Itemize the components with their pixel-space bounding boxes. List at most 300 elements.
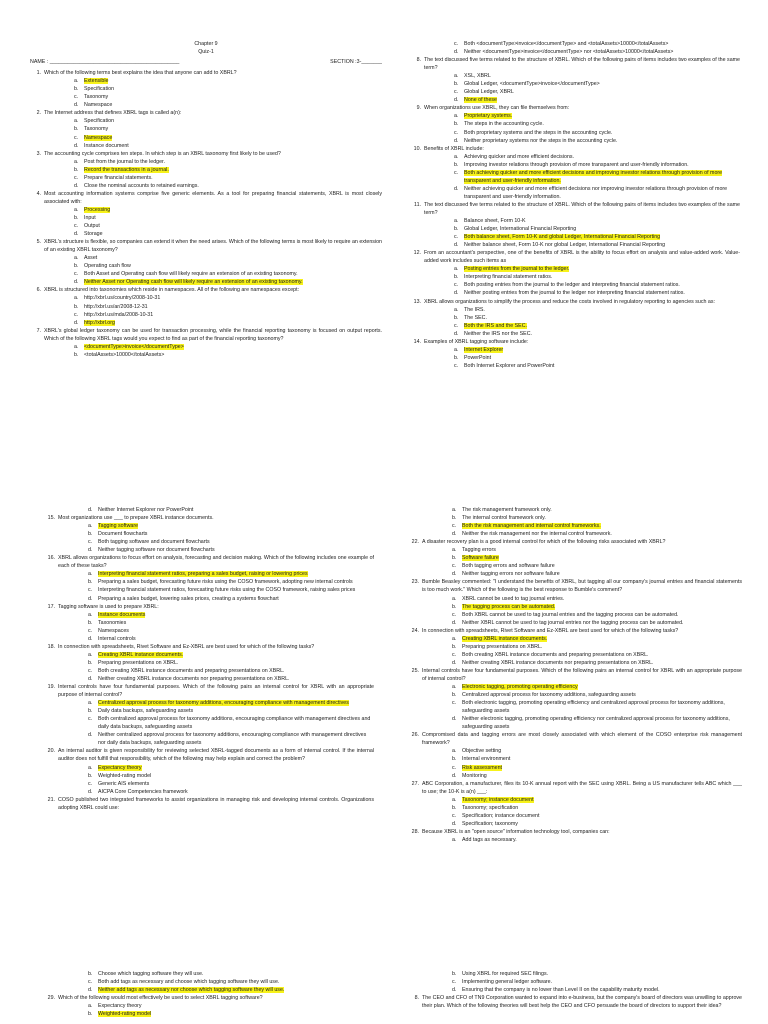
option-text: Add tags as necessary.: [462, 836, 517, 843]
highlighted-answer: <documentType>invoice</documentType>: [84, 343, 184, 350]
option-text: Centralized approval process for taxonomy additions, safeguarding assets: [462, 692, 636, 699]
answer-option: [44, 530, 374, 538]
option-text: Internal environment: [462, 756, 511, 763]
question: [44, 683, 374, 699]
highlighted-answer: Creating XBRL instance documents.: [462, 635, 548, 642]
answer-option: [44, 651, 374, 659]
answer-option: [30, 77, 382, 85]
answer-option: [30, 230, 382, 238]
option-text: Neither tagging software nor document flowcharts: [98, 547, 215, 554]
highlighted-answer: Creating XBRL instance documents.: [98, 651, 184, 658]
option-letter: d.: [74, 102, 79, 109]
answer-option: [44, 667, 374, 675]
question: [30, 238, 382, 254]
answer-option: [410, 322, 740, 330]
answer-option: [408, 699, 742, 715]
answer-option: [410, 273, 740, 281]
answer-option: [44, 659, 374, 667]
option-letter: b.: [74, 351, 79, 358]
question: [410, 249, 740, 265]
option-letter: b.: [452, 515, 457, 522]
option-letter: b.: [452, 692, 457, 699]
option-letter: c.: [454, 282, 459, 289]
answer-option: [410, 233, 740, 241]
answer-option: [44, 611, 374, 619]
question: [408, 994, 742, 1010]
option-letter: a.: [88, 1003, 93, 1010]
option-letter: d.: [454, 242, 459, 249]
option-text: Neither creating XBRL instance documents nor preparing presentations on XBRL.: [98, 675, 290, 682]
answer-option: [410, 48, 740, 56]
answer-option: [44, 595, 374, 603]
option-letter: a.: [74, 78, 79, 85]
option-letter: c.: [454, 169, 459, 176]
question-text: XBRL's global ledger taxonomy can be used for transaction processing, while the financial reporting taxonomy is focused on output reports. Which of the following XBRL tags would you expect to find as part of the financial reporting taxonomy?: [44, 327, 382, 342]
answer-option: [410, 40, 740, 48]
question-text: Most accounting information systems comprise five generic elements. As a tool for preparing financial statements, XBRL is most closely associated with:: [44, 190, 382, 205]
highlighted-answer: Processing: [84, 206, 111, 213]
option-letter: a.: [452, 635, 457, 642]
option-text: Namespaces: [98, 627, 129, 634]
answer-option: [408, 635, 742, 643]
option-letter: a.: [454, 153, 459, 160]
question-number: 12.: [413, 250, 421, 257]
answer-option: [410, 225, 740, 233]
answer-option: [410, 72, 740, 80]
option-text: Objective setting: [462, 748, 502, 755]
option-letter: b.: [454, 354, 459, 361]
answer-option: [44, 970, 374, 978]
highlighted-answer: Electronic tagging, promoting operating efficiency: [462, 684, 578, 691]
option-letter: a.: [454, 306, 459, 313]
option-letter: a.: [454, 113, 459, 120]
highlighted-answer: Neither Asset nor Operating cash flow will likely require an extension of an existing taxonomy.: [84, 279, 303, 286]
question-text: The accounting cycle comprises ten steps. In which step is an XBRL taxonomy first likely to be used?: [44, 150, 281, 157]
question: [44, 994, 374, 1002]
option-text: Monitoring: [462, 772, 487, 779]
option-text: Neither <documentType>invoice</documentType> nor <totalAssets>10000</totalAssets>: [464, 49, 674, 56]
answer-option: [408, 595, 742, 603]
question-number: 2.: [36, 110, 41, 117]
question-text: Most organizations use ___ to prepare XBRL instance documents.: [58, 515, 214, 522]
option-text: Choose which tagging software they will use.: [98, 971, 204, 977]
answer-option: [30, 93, 382, 101]
option-text: Internal controls: [98, 635, 136, 642]
question-text: XBRL allows organizations to simplify the process and reduce the costs involved in regulatory reporting to agencies such as:: [424, 298, 715, 305]
section-field-label: SECTION :3-_______: [330, 59, 382, 66]
option-text: Both posting entries from the journal to the ledger and interpreting financial statement ratios.: [464, 282, 680, 289]
highlighted-answer: Both balance sheet, Form 10-K and global Ledger, International Financial Reporting: [464, 234, 661, 241]
answer-option: [30, 262, 382, 270]
option-letter: b.: [74, 166, 79, 173]
option-text: Specification: [84, 86, 115, 93]
answer-option: [410, 217, 740, 225]
highlighted-answer: http://xbrl.org: [84, 319, 115, 326]
question-list: [408, 506, 742, 844]
option-text: Balance sheet, Form 10-K: [464, 218, 526, 225]
option-text: Improving investor relations through provision of more transparent and user-friendly information.: [464, 161, 689, 168]
answer-option: [44, 772, 374, 780]
answer-option: [410, 330, 740, 338]
answer-option: [408, 683, 742, 691]
answer-option: [30, 351, 382, 359]
highlighted-answer: Posting entries from the journal to the ledger.: [464, 266, 570, 273]
question-text: XBRL allows organizations to focus effort on analysis, forecasting and decision making. Which of the following includes one example of each of these tasks?: [58, 555, 374, 570]
answer-option: [44, 578, 374, 586]
answer-option: [30, 85, 382, 93]
option-letter: b.: [454, 161, 459, 168]
answer-option: [410, 281, 740, 289]
option-letter: b.: [452, 643, 457, 650]
option-text: Both proprietary systems and the steps in the accounting cycle.: [464, 129, 613, 136]
answer-option: [408, 970, 742, 978]
answer-option: [30, 206, 382, 214]
option-text: http://xbrl.us/country/2008-10-31: [84, 295, 161, 302]
question-text: Which of the following would most effectively be used to select XBRL tagging software?: [58, 995, 263, 1002]
answer-option: [410, 241, 740, 249]
option-text: Neither tagging errors nor software failure: [462, 571, 560, 578]
option-text: Close the nominal accounts to retained earnings.: [84, 182, 199, 189]
option-text: Specification: [84, 118, 115, 125]
question-text: ABC Corporation, a manufacturer, files its 10-K annual report with the SEC using XBRL. Being a US manufacturer tells ABC which ___ to use; the 10-K is a(n) ___:: [422, 780, 742, 795]
answer-option: [408, 986, 742, 994]
option-letter: a.: [88, 700, 93, 707]
option-text: Specification; instance document: [462, 812, 540, 819]
option-letter: c.: [74, 174, 79, 181]
option-letter: d.: [88, 507, 93, 513]
option-text: Both centralized approval process for taxonomy additions, encouraging compliance with management directives and daily data backups, safeguarding assets: [98, 716, 371, 731]
question: [44, 514, 374, 522]
answer-option: [410, 362, 740, 370]
answer-option: [44, 731, 374, 747]
question-number: 22.: [411, 539, 419, 546]
option-text: Interpreting financial statement ratios.: [464, 274, 553, 281]
option-letter: d.: [452, 571, 457, 578]
page1-left: [30, 40, 382, 500]
question-number: 13.: [413, 298, 421, 305]
answer-option: [408, 820, 742, 828]
answer-option: [408, 611, 742, 619]
question-text: Which of the following terms best explains the idea that anyone can add to XBRL?: [44, 70, 237, 77]
question: [44, 747, 374, 763]
option-text: Daily data backups, safeguarding assets: [98, 708, 194, 715]
answer-option: [408, 619, 742, 627]
question-number: 6.: [36, 287, 41, 294]
highlighted-answer: None of these: [464, 97, 497, 104]
answer-option: [30, 174, 382, 182]
answer-option: [30, 214, 382, 222]
option-letter: b.: [88, 772, 93, 779]
option-letter: a.: [88, 651, 93, 658]
question-number: 11.: [414, 201, 421, 208]
answer-option: [410, 346, 740, 354]
option-letter: c.: [452, 700, 457, 707]
answer-option: [410, 112, 740, 120]
question-number: 24.: [411, 627, 419, 634]
option-letter: b.: [74, 303, 79, 310]
answer-option: [408, 530, 742, 538]
question-text: Because XBRL is an "open source" information technology tool, companies can:: [422, 828, 610, 835]
question: [44, 603, 374, 611]
option-text: Namespace: [84, 102, 113, 109]
page3-right: [408, 970, 742, 1024]
option-letter: d.: [454, 97, 459, 104]
option-letter: b.: [454, 81, 459, 88]
option-letter: a.: [88, 611, 93, 618]
question: [410, 56, 740, 72]
answer-option: [410, 161, 740, 169]
question-text: Internal controls have four fundamental purposes. Which of the following pairs an internal control for XBRL with an appropriate purpose of internal control?: [58, 684, 374, 699]
option-text: Neither the IRS nor the SEC.: [464, 330, 533, 337]
option-text: Neither posting entries from the journal to the ledger nor interpreting financial statement ratios.: [464, 290, 685, 297]
option-text: Achieving quicker and more efficient decisions.: [464, 153, 575, 160]
answer-option: [410, 265, 740, 273]
question-list: [30, 69, 382, 359]
question: [410, 201, 740, 217]
question-text: The text discussed five terms related to the structure of XBRL. Which of the following pairs of items includes two examples of the same term?: [424, 57, 740, 72]
question-text: The text discussed five terms related to the structure of XBRL. Which of the following pairs of items includes two examples of the same term?: [424, 201, 740, 216]
answer-option: [44, 570, 374, 578]
option-letter: d.: [88, 595, 93, 602]
option-letter: c.: [74, 94, 79, 101]
option-letter: c.: [452, 651, 457, 658]
answer-option: [410, 96, 740, 104]
answer-option: [30, 254, 382, 262]
answer-option: [408, 514, 742, 522]
answer-option: [408, 691, 742, 699]
option-letter: a.: [452, 836, 457, 843]
option-text: Both Internet Explorer and PowerPoint: [464, 362, 555, 369]
option-letter: c.: [454, 322, 459, 329]
option-text: Global Ledger, <documentType>invoice</documentType>: [464, 81, 600, 88]
question-list: [408, 970, 742, 1010]
question-number: 1.: [36, 70, 41, 77]
option-text: Both <documentType>invoice</documentType> and <totalAssets>10000</totalAssets>: [464, 41, 669, 47]
option-letter: d.: [74, 231, 79, 238]
answer-option: [30, 101, 382, 109]
option-letter: b.: [452, 603, 457, 610]
chapter-title: Chapter 9: [194, 41, 218, 47]
option-letter: a.: [452, 796, 457, 803]
option-letter: b.: [452, 971, 457, 977]
option-letter: d.: [454, 137, 459, 144]
option-letter: a.: [454, 346, 459, 353]
answer-option: [44, 764, 374, 772]
option-text: Neither balance sheet, Form 10-K nor global Ledger, International Financial Reporting: [464, 242, 666, 249]
answer-option: [44, 715, 374, 731]
question-list: [44, 970, 374, 1018]
question: [410, 145, 740, 153]
question: [408, 828, 742, 836]
name-section-row: [30, 58, 382, 66]
option-text: Both add tags as necessary and choose which tagging software they will use.: [98, 979, 280, 986]
option-text: Both tagging errors and software failure: [462, 563, 555, 570]
option-letter: d.: [452, 820, 457, 827]
highlighted-answer: Expectancy theory: [98, 764, 142, 771]
option-letter: d.: [452, 716, 457, 723]
option-letter: b.: [452, 555, 457, 562]
option-letter: c.: [74, 271, 79, 278]
option-letter: b.: [88, 579, 93, 586]
highlighted-answer: Namespace: [84, 134, 113, 141]
question-text: Internal controls have four fundamental purposes. Which of the following pairs an internal control for XBRL with an appropriate purpose of internal control?: [422, 667, 742, 682]
question: [30, 190, 382, 206]
answer-option: [410, 185, 740, 201]
option-text: Preparing a sales budget, lowering sales prices, creating a systems flowchart: [98, 595, 279, 602]
answer-option: [44, 522, 374, 530]
highlighted-answer: Risk assessment: [462, 764, 503, 771]
highlighted-answer: Extensible: [84, 78, 109, 85]
answer-option: [408, 764, 742, 772]
option-text: Instance document: [84, 142, 129, 149]
option-letter: c.: [454, 89, 459, 96]
option-text: Taxonomy: [84, 126, 109, 133]
option-letter: b.: [454, 314, 459, 321]
option-text: Both XBRL cannot be used to tag journal entries and the tagging process can be automated.: [462, 611, 679, 618]
option-text: Global Ledger, XBRL: [464, 89, 514, 96]
option-letter: c.: [88, 780, 93, 787]
option-letter: c.: [454, 129, 459, 136]
question-number: 23.: [411, 579, 419, 586]
question: [30, 286, 382, 294]
answer-option: [408, 836, 742, 844]
answer-option: [408, 546, 742, 554]
option-text: Taxonomy: [84, 94, 109, 101]
option-letter: b.: [74, 126, 79, 133]
answer-option: [30, 134, 382, 142]
question: [408, 667, 742, 683]
question-text: In connection with spreadsheets, Rivet Software and Ez-XBRL are best used for which of the following tasks?: [58, 643, 315, 650]
option-letter: b.: [88, 659, 93, 666]
question-number: 29.: [47, 995, 55, 1002]
answer-option: [410, 129, 740, 137]
option-letter: c.: [88, 979, 93, 986]
option-text: Both electronic tagging, promoting operating efficiency and centralized approval process for taxonomy additions, safeguarding assets: [462, 700, 725, 715]
answer-option: [30, 125, 382, 133]
answer-option: [410, 137, 740, 145]
answer-option: [30, 270, 382, 278]
answer-option: [408, 978, 742, 986]
option-text: Output: [84, 223, 100, 230]
option-letter: d.: [452, 987, 457, 994]
option-letter: b.: [88, 1011, 93, 1018]
question-number: 19.: [47, 684, 55, 691]
option-letter: d.: [88, 635, 93, 642]
option-text: Ensuring that the company is no lower than Level II on the capability maturity model.: [462, 987, 660, 994]
answer-option: [44, 627, 374, 635]
option-letter: d.: [452, 772, 457, 779]
question-number: 16.: [47, 555, 55, 562]
option-text: The internal control framework only.: [462, 515, 546, 522]
option-letter: a.: [74, 295, 79, 302]
question-text: In connection with spreadsheets, Rivet Software and Ez-XBRL are best used for which of the following tasks?: [422, 627, 679, 634]
answer-option: [30, 303, 382, 311]
answer-option: [410, 169, 740, 185]
question: [410, 104, 740, 112]
answer-option: [410, 314, 740, 322]
answer-option: [44, 538, 374, 546]
highlighted-answer: The tagging process can be automated.: [462, 603, 556, 610]
answer-option: [408, 522, 742, 530]
question-number: 4.: [36, 190, 41, 197]
highlighted-answer: Both the risk management and internal control frameworks.: [462, 523, 601, 530]
answer-option: [44, 978, 374, 986]
answer-option: [44, 699, 374, 707]
option-text: Input: [84, 214, 96, 221]
highlighted-answer: Neither add tags as necessary nor choose which tagging software they will use.: [98, 987, 285, 994]
highlighted-answer: Both the IRS and the SEC.: [464, 322, 528, 329]
question: [30, 109, 382, 117]
option-letter: d.: [74, 319, 79, 326]
option-text: XBRL cannot be used to tag journal entries.: [462, 595, 565, 602]
option-letter: b.: [454, 274, 459, 281]
question: [408, 731, 742, 747]
option-letter: a.: [454, 218, 459, 225]
option-letter: b.: [454, 226, 459, 233]
question: [408, 538, 742, 546]
highlighted-answer: Internet Explorer: [464, 346, 504, 353]
option-letter: a.: [74, 158, 79, 165]
page3-left: [44, 970, 374, 1024]
option-text: Prepare financial statements.: [84, 174, 153, 181]
option-text: Neither Internet Explorer nor PowerPoint: [98, 507, 194, 513]
option-text: AICPA Core Competencies framework: [98, 788, 188, 795]
question-text: Compromised data and tagging errors are most closely associated with which element of the COSO enterprise risk management framework?: [422, 732, 742, 747]
option-letter: c.: [88, 716, 93, 723]
option-letter: d.: [88, 547, 93, 554]
option-letter: c.: [88, 539, 93, 546]
option-text: Asset: [84, 255, 98, 262]
option-letter: a.: [454, 266, 459, 273]
highlighted-answer: Tagging software: [98, 523, 139, 530]
answer-option: [44, 586, 374, 594]
answer-option: [44, 619, 374, 627]
page2-right: [408, 506, 742, 966]
option-text: Both creating XBRL instance documents and preparing presentations on XBRL.: [462, 651, 649, 658]
highlighted-answer: Taxonomy; instance document: [462, 796, 534, 803]
question: [44, 554, 374, 570]
question-text: Tagging software is used to prepare XBRL:: [58, 603, 159, 610]
question: [408, 780, 742, 796]
option-letter: d.: [452, 659, 457, 666]
question-number: 8.: [414, 995, 419, 1002]
question-number: 9.: [416, 105, 421, 112]
answer-option: [408, 506, 742, 514]
option-letter: a.: [452, 684, 457, 691]
option-letter: b.: [88, 619, 93, 626]
option-text: Operating cash flow: [84, 263, 131, 270]
question-text: XBRL's structure is flexible, so companies can extend it when the need arises. Which of the following terms is most likely to require an extension of an existing XBRL taxonomy?: [44, 239, 382, 254]
answer-option: [30, 142, 382, 150]
answer-option: [408, 603, 742, 611]
answer-option: [410, 306, 740, 314]
highlighted-answer: Software failure: [462, 555, 499, 562]
answer-option: [30, 311, 382, 319]
question-text: An internal auditor is given responsibility for reviewing selected XBRL-tagged documents as a form of internal control. If the internal auditor does not fulfill that responsibility, which of the following may help explain and correct the problem?: [58, 748, 374, 763]
answer-option: [408, 755, 742, 763]
question: [30, 327, 382, 343]
question-number: 17.: [47, 603, 55, 610]
answer-option: [30, 319, 382, 327]
option-text: http://xbrl.us/mda/2008-10-31: [84, 311, 154, 318]
option-text: Both creating XBRL instance documents and preparing presentations on XBRL.: [98, 667, 285, 674]
highlighted-answer: Proprietary systems.: [464, 113, 513, 120]
answer-option: [408, 804, 742, 812]
option-letter: c.: [454, 41, 459, 47]
answer-option: [410, 354, 740, 362]
option-text: Both Asset and Operating cash flow will likely require an extension of an existing taxonomy.: [84, 271, 298, 278]
answer-option: [44, 506, 374, 514]
